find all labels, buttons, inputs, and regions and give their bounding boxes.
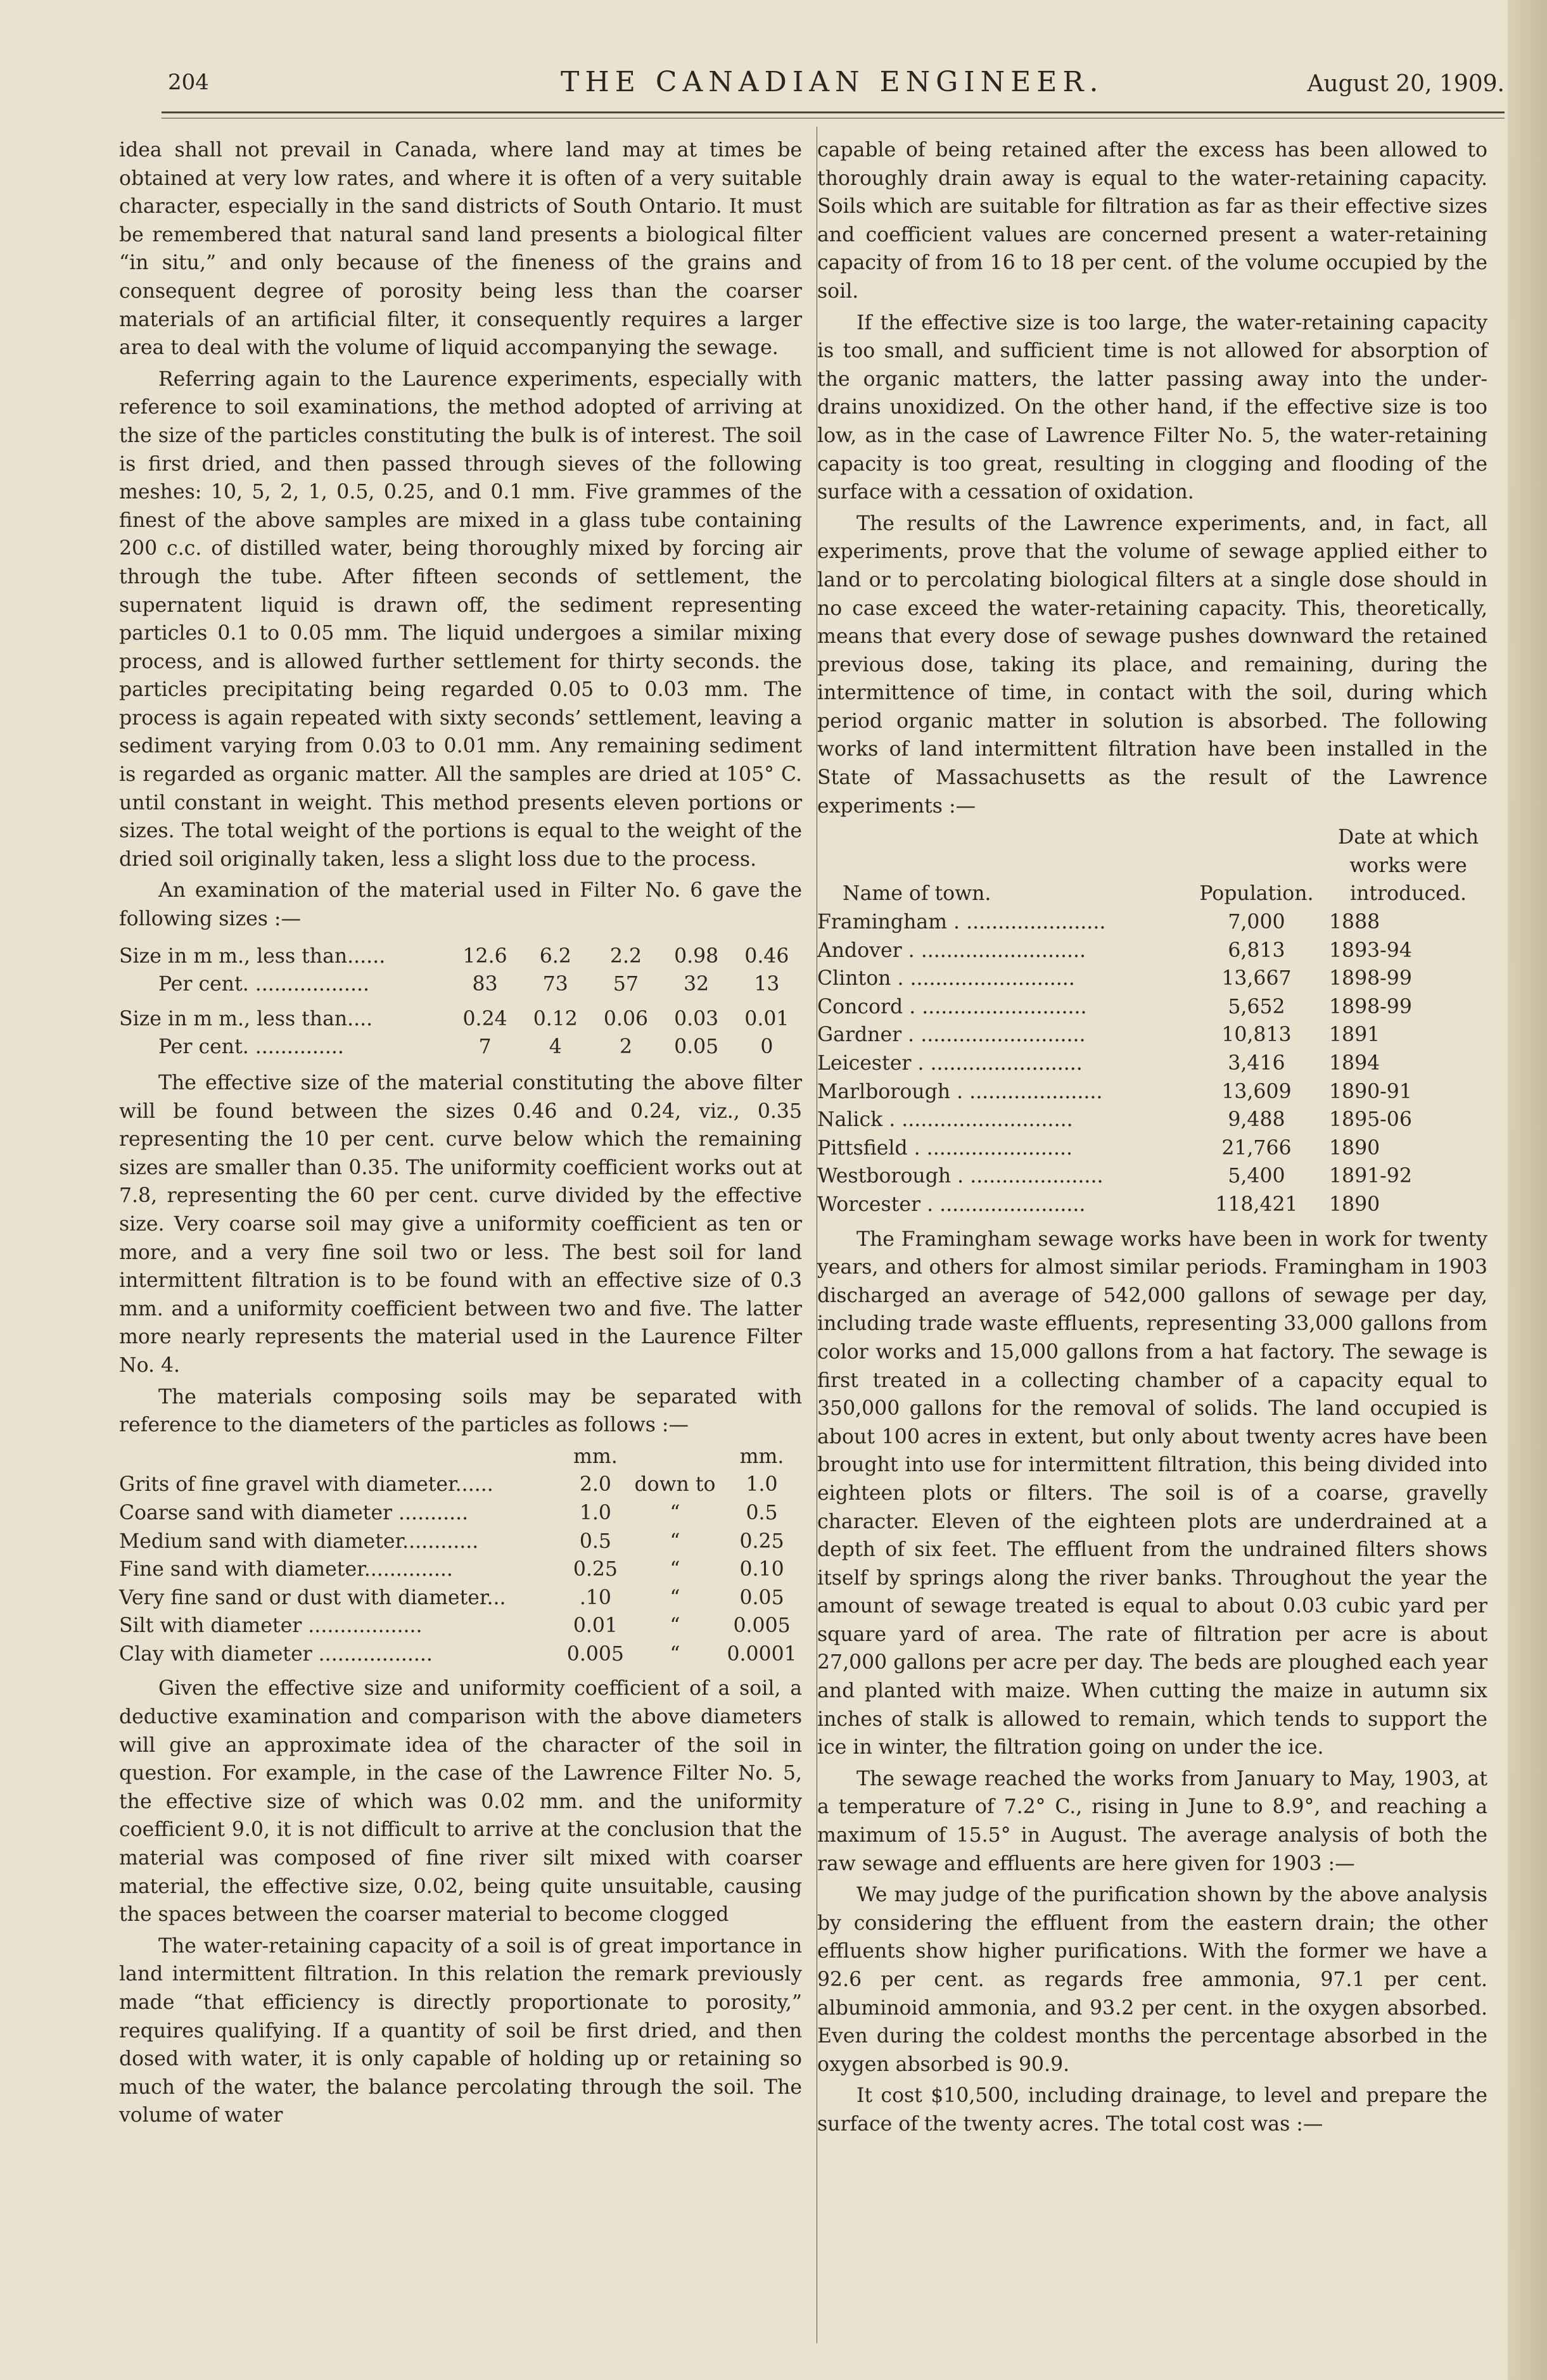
header-rule — [162, 111, 1505, 113]
table-cell: 0.25 — [739, 1529, 784, 1553]
column-header: Name of town. — [843, 882, 991, 906]
table-cell: 118,421 — [1215, 1193, 1298, 1216]
table-cell: 0.10 — [739, 1558, 784, 1581]
right-column — [817, 136, 1487, 2142]
table-header-row — [817, 823, 1487, 908]
table-row — [817, 1106, 1487, 1134]
table-cell: 0.5 — [579, 1529, 611, 1553]
paragraph: It cost $10,500, including drainage, to level and prepare the surface of the twenty acres. The total cost was :— — [817, 2084, 1487, 2136]
table-cell: 0.01 — [744, 1007, 789, 1030]
paragraph: idea shall not prevail in Canada, where land may at times be obtained at very low rates, and where it is often of a very suitable character, especially in the sand districts of South Ontario. It must be remembered that natural sand land presents a biological filter “in situ,” and only because of the fineness of the grains and consequent degree of porosity being less than the coarser materials of an artificial filter, it consequently requires a larger area to deal with the volume of liquid accompanying the sewage. — [119, 139, 802, 360]
table-cell: 3,416 — [1228, 1052, 1285, 1075]
paragraph: capable of being retained after the excess has been allowed to thoroughly drain away is equal to the water-retaining capacity. Soils which are suitable for filtration as far as their effective sizes and coefficient values are concerned present a water-retaining capacity of from 16 to 18 per cent. of the volume occupied by the soil. — [817, 139, 1487, 303]
table-cell: 2.2 — [609, 944, 642, 968]
table-cell: 73 — [542, 973, 568, 996]
table-cell: Silt with diameter .................. — [119, 1614, 423, 1638]
table-row — [119, 942, 802, 971]
journal-title: THE CANADIAN ENGINEER. — [561, 66, 1104, 98]
table-cell: “ — [670, 1586, 680, 1609]
table-row — [817, 965, 1487, 993]
table-cell: 0.98 — [674, 944, 719, 968]
table-row — [817, 1134, 1487, 1163]
table-cell: 1890 — [1329, 1136, 1380, 1160]
table-header-row — [119, 1443, 802, 1471]
sizes-table — [119, 942, 802, 1061]
table-cell: Size in m m., less than.... — [119, 1007, 373, 1030]
paragraph: An examination of the material used in Filter No. 6 gave the following sizes :— — [119, 879, 802, 931]
table-cell: Concord . .......................... — [817, 995, 1087, 1018]
page-header — [168, 66, 1505, 104]
table-cell: 7,000 — [1228, 911, 1285, 934]
table-cell: “ — [670, 1529, 680, 1553]
table-cell: Per cent. .............. — [158, 1035, 344, 1059]
table-cell: 0.5 — [746, 1501, 778, 1524]
page-binding-edge — [1508, 0, 1547, 2380]
table-cell: 1891-92 — [1329, 1165, 1412, 1188]
table-cell: Per cent. .................. — [158, 973, 369, 996]
page-number: 204 — [168, 70, 209, 95]
table-cell: Medium sand with diameter............ — [119, 1529, 479, 1553]
table-row — [817, 1049, 1487, 1078]
table-cell: 5,652 — [1228, 995, 1285, 1018]
paragraph: We may judge of the purification shown by the above analysis by considering the effluent from the eastern drain; the other effluents show higher purifications. With the former we have a 92.6 per cent. as regards free ammonia, 97.1 per cent. albuminoid ammonia, and 93.2 per cent. in the oxygen absorbed. Even during the coldest months the percentage absorbed in the oxygen absorbed is 90.9. — [817, 1883, 1487, 2076]
table-cell: 6,813 — [1228, 939, 1285, 962]
column-header: Date at which works were introduced. — [1337, 826, 1479, 906]
table-cell: Grits of fine gravel with diameter...... — [119, 1473, 493, 1497]
table-cell: 2 — [619, 1035, 632, 1059]
table-row — [817, 937, 1487, 965]
table-cell: 0.03 — [674, 1007, 719, 1030]
table-cell: Very fine sand or dust with diameter... — [119, 1586, 506, 1609]
table-cell: 13 — [754, 973, 780, 996]
table-cell: 9,488 — [1228, 1108, 1285, 1132]
table-row — [119, 970, 802, 999]
table-cell: 32 — [684, 973, 710, 996]
table-row — [119, 1499, 802, 1528]
table-cell: “ — [670, 1558, 680, 1581]
table-cell: 1898-99 — [1329, 995, 1412, 1018]
table-cell: 21,766 — [1221, 1136, 1292, 1160]
table-cell: 1.0 — [579, 1501, 611, 1524]
paragraph: If the effective size is too large, the water-retaining capacity is too small, and sufficient time is not allowed for absorption of the organic matters, the latter passing away into the under-drains unoxidized. On the other hand, if the effective size is too low, as in the case of Lawrence Filter No. 5, the water-retaining capacity is too great, resulting in clogging and flooding of the surface with a cessation of oxidation. — [817, 311, 1487, 504]
table-cell: 57 — [613, 973, 639, 996]
column-header: Population. — [1199, 882, 1314, 906]
soil-diameter-table — [119, 1443, 802, 1669]
table-row — [817, 1078, 1487, 1106]
table-cell: 83 — [472, 973, 498, 996]
table-row — [119, 1033, 802, 1061]
table-row — [817, 1191, 1487, 1219]
table-cell: Size in m m., less than...... — [119, 944, 386, 968]
table-row — [119, 1640, 802, 1669]
table-cell: 1891 — [1329, 1023, 1380, 1047]
table-cell: 2.0 — [579, 1473, 611, 1497]
table-cell: 13,667 — [1221, 967, 1292, 991]
table-cell: 0.005 — [566, 1642, 624, 1666]
table-cell: 0.05 — [739, 1586, 784, 1609]
table-cell: 13,609 — [1221, 1080, 1292, 1103]
table-cell: “ — [670, 1501, 680, 1524]
table-row — [817, 908, 1487, 937]
paragraph: The sewage reached the works from January to May, 1903, at a temperature of 7.2° C., rising in June to 8.9°, and reaching a maximum of 15.5° in August. The average analysis of both the raw sewage and effluents are here given for 1903 :— — [817, 1767, 1487, 1875]
table-cell: 12.6 — [462, 944, 507, 968]
table-cell: Westborough . ..................... — [817, 1165, 1104, 1188]
table-cell: 10,813 — [1221, 1023, 1292, 1047]
table-cell: Fine sand with diameter.............. — [119, 1558, 453, 1581]
paragraph: The Framingham sewage works have been in work for twenty years, and others for almost similar periods. Framingham in 1903 discharged an average of 542,000 gallons of sewage per day, including trade waste effluents, representing 33,000 gallons from color works and 15,000 gallons from a hat factory. The sewage is first treated in a collecting chamber of a capacity equal to 350,000 gallons for the removal of solids. The land occupied is about 100 acres in extent, but only about twenty acres have been brought into use for intermittent filtration, this being divided into eighteen plots or filters. The soil is of a coarse, gravelly character. Eleven of the eighteen plots are underdrained at a depth of six feet. The effluent from the undrained filters shows itself by springs along the river banks. Throughout the year the amount of sewage treated is equal to about 0.03 cubic yard per square yard of area. The rate of filtration per acre is about 27,000 gallons per acre per day. The beds are ploughed each year and planted with maize. When cutting the maize in autumn six inches of stalk is allowed to remain, which tends to support the ice in winter, the filtration going on under the ice. — [817, 1227, 1487, 1759]
table-cell: Leicester . ........................ — [817, 1052, 1083, 1075]
table-cell: Clay with diameter .................. — [119, 1642, 433, 1666]
table-row — [119, 1612, 802, 1640]
table-cell: Clinton . .......................... — [817, 967, 1075, 991]
table-row — [119, 1471, 802, 1499]
table-cell: 1888 — [1329, 911, 1380, 934]
paragraph: The materials composing soils may be separated with reference to the diameters of the particles as follows :— — [119, 1385, 802, 1437]
table-row — [817, 1162, 1487, 1191]
table-row — [119, 1555, 802, 1584]
table-cell: Marlborough . ..................... — [817, 1080, 1103, 1103]
table-cell: 0.0001 — [727, 1642, 797, 1666]
left-column — [119, 136, 802, 2133]
paragraph: Referring again to the Laurence experiments, especially with reference to soil examinations, the method adopted of arriving at the size of the particles constituting the bulk is of interest. The soil is first dried, and then passed through sieves of the following meshes: 10, 5, 2, 1, 0.5, 0.25, and 0.1 mm. Five grammes of the finest of the above samples are mixed in a glass tube containing 200 c.c. of distilled water, being thoroughly mixed by forcing air through the tube. After fifteen seconds of settlement, the supernatent liquid is drawn off, the sediment representing particles 0.1 to 0.05 mm. The liquid undergoes a similar mixing process, and is allowed further settlement for thirty seconds. the particles precipitating being regarded 0.05 to 0.03 mm. The process is again repeated with sixty seconds’ settlement, leaving a sediment varying from 0.03 to 0.01 mm. Any remaining sediment is regarded as organic matter. All the samples are dried at 105° C. until constant in weight. This method presents eleven portions or sizes. The total weight of the portions is equal to the weight of the dried soil originally taken, less a slight loss due to the process. — [119, 367, 802, 871]
table-cell: Nalick . ........................... — [817, 1108, 1073, 1132]
table-cell: 0.24 — [462, 1007, 507, 1030]
table-row — [119, 1528, 802, 1556]
table-row — [817, 1021, 1487, 1049]
table-cell: Andover . .......................... — [817, 939, 1086, 962]
towns-table — [817, 823, 1487, 1218]
table-cell: 7 — [478, 1035, 492, 1059]
table-cell: 4 — [549, 1035, 562, 1059]
table-cell: 0.46 — [744, 944, 789, 968]
table-cell: 0.06 — [603, 1007, 649, 1030]
table-row — [119, 1584, 802, 1612]
table-cell: 0.25 — [573, 1558, 618, 1581]
issue-date: August 20, 1909. — [1307, 71, 1505, 97]
table-cell: 0.01 — [573, 1614, 618, 1638]
table-cell: Gardner . .......................... — [817, 1023, 1086, 1047]
table-cell: 1893-94 — [1329, 939, 1412, 962]
table-cell: 1894 — [1329, 1052, 1380, 1075]
column-header: mm. — [739, 1445, 784, 1468]
table-cell: 1.0 — [746, 1473, 778, 1497]
table-cell: Worcester . ....................... — [817, 1193, 1086, 1216]
table-cell: 0 — [760, 1035, 774, 1059]
table-cell: Pittsfield . ....................... — [817, 1136, 1073, 1160]
table-cell: 0.12 — [533, 1007, 578, 1030]
paragraph: The water-retaining capacity of a soil is of great importance in land intermittent filtration. In this relation the remark previously made “that efficiency is directly proportionate to porosity,” requires qualifying. If a quantity of soil be first dried, and then dosed with water, it is only capable of holding up or retaining so much of the water, the balance percolating through the soil. The volume of water — [119, 1934, 802, 2127]
table-cell: Framingham . ...................... — [817, 911, 1106, 934]
table-cell: 6.2 — [539, 944, 571, 968]
table-cell: 0.005 — [733, 1614, 791, 1638]
paragraph: Given the effective size and uniformity coefficient of a soil, a deductive examination and comparison with the above diameters will give an approximate idea of the character of the soil in question. For example, in the case of the Lawrence Filter No. 5, the effective size of which was 0.02 mm. and the uniformity coefficient 9.0, it is not difficult to arrive at the conclusion that the material was composed of fine river silt mixed with coarser material, the effective size, 0.02, being quite unsuitable, causing the spaces between the coarser material to become clogged — [119, 1677, 802, 1927]
table-cell: 1890 — [1329, 1193, 1380, 1216]
table-cell: .10 — [579, 1586, 611, 1609]
table-cell: 1898-99 — [1329, 967, 1412, 991]
table-row — [817, 993, 1487, 1022]
table-cell: down to — [634, 1473, 716, 1497]
table-cell: 5,400 — [1228, 1165, 1285, 1188]
table-cell: “ — [670, 1614, 680, 1638]
table-cell: 1895-06 — [1329, 1108, 1412, 1132]
table-cell: 1890-91 — [1329, 1080, 1412, 1103]
table-row — [119, 1005, 802, 1034]
table-cell: Coarse sand with diameter ........... — [119, 1501, 469, 1524]
table-cell: “ — [670, 1642, 680, 1666]
paragraph: The effective size of the material constituting the above filter will be found between the sizes 0.46 and 0.24, viz., 0.35 representing the 10 per cent. curve below which the remaining sizes are smaller than 0.35. The uniformity coefficient works out at 7.8, representing the 60 per cent. curve divided by the effective size. Very coarse soil may give a uniformity coefficient as ten or more, and a very fine soil two or less. The best soil for land intermittent filtration is to be found with an effective size of 0.3 mm. and a uniformity coefficient between two and five. The latter more nearly represents the material used in the Laurence Filter No. 4. — [119, 1072, 802, 1377]
table-cell: 0.05 — [674, 1035, 719, 1059]
paragraph: The results of the Lawrence experiments, and, in fact, all experiments, prove that the volume of sewage applied either to land or to percolating biological filters at a single dose should in no case exceed the water-retaining capacity. This, theoretically, means that every dose of sewage pushes downward the retained previous dose, taking its place, and remaining, during the intermittence of time, in contact with the soil, during which period organic matter in solution is absorbed. The following works of land intermittent filtration have been installed in the State of Massachusetts as the result of the Lawrence experiments :— — [817, 512, 1487, 818]
column-header: mm. — [573, 1445, 618, 1468]
